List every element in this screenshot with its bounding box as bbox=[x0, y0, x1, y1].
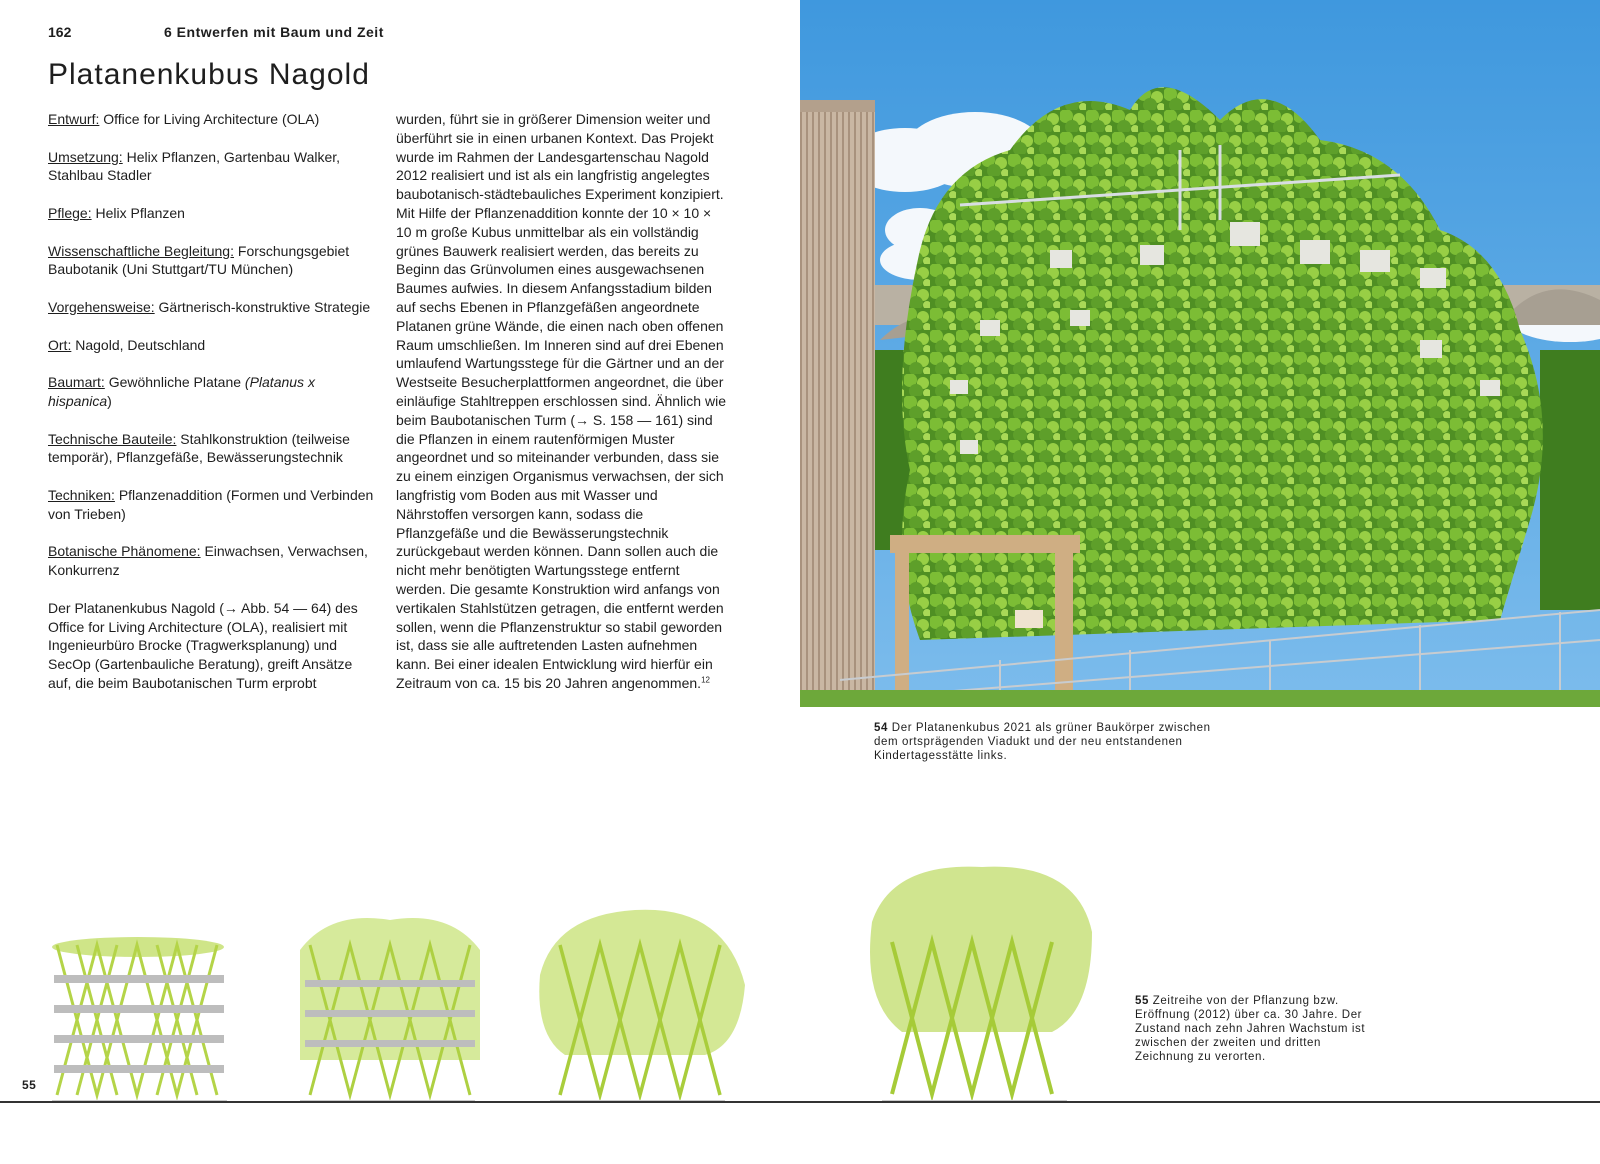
text-column-left bbox=[48, 110, 376, 693]
trees-background-right bbox=[1540, 350, 1600, 610]
meta-key: Ort: bbox=[48, 336, 72, 353]
meta-entry-scientific bbox=[48, 242, 376, 280]
meta-value: Gärtnerisch-konstruktive Strategie bbox=[154, 298, 371, 315]
wooden-facade bbox=[800, 100, 875, 707]
page-number: 162 bbox=[48, 24, 72, 40]
figure-caption-54 bbox=[874, 721, 1234, 763]
meta-key: Pflege: bbox=[48, 204, 92, 221]
text-column-right bbox=[396, 110, 726, 693]
meta-value: Helix Pflanzen bbox=[91, 204, 185, 221]
footnote-marker: 12 bbox=[701, 675, 710, 685]
meta-entry-approach bbox=[48, 298, 376, 317]
meta-entry-design bbox=[48, 110, 376, 129]
meta-entry-phenomena bbox=[48, 542, 376, 580]
chapter-title: 6 Entwerfen mit Baum und Zeit bbox=[164, 24, 384, 40]
caption-number: 55 bbox=[1135, 995, 1149, 1007]
drawing-stage-2 bbox=[290, 910, 490, 1103]
meta-value: Helix Pflanzen, Gartenbau Walker, Stahlbau Stadler bbox=[48, 148, 341, 184]
meta-key: Wissenschaftliche Begleitung: bbox=[48, 242, 234, 259]
swing-seat bbox=[1015, 610, 1043, 628]
meta-value-after: ) bbox=[107, 392, 112, 409]
meta-key: Botanische Phänomene: bbox=[48, 543, 201, 560]
meta-entry-implementation bbox=[48, 148, 376, 186]
body-paragraph-left: Der Platanenkubus Nagold (→ Abb. 54 — 64) des Office for Living Architecture (OLA), realisiert mit Ingenieurbüro Brocke (Tragwerksplanung) und SecOp (Gartenbauliche Beratung), greift Ansätze auf, die beim Baubotanischen Turm erprobt bbox=[48, 599, 358, 691]
figure-number-55: 55 bbox=[22, 1078, 37, 1092]
bottom-rule bbox=[0, 1101, 1600, 1103]
meta-key: Baumart: bbox=[48, 374, 105, 391]
meta-latin-name: (Platanus x hispanica bbox=[48, 374, 315, 409]
meta-key: Vorgehensweise: bbox=[48, 298, 155, 315]
meta-value: Einwachsen, Verwachsen, Konkurrenz bbox=[48, 543, 368, 579]
meta-value: Nagold, Deutschland bbox=[71, 336, 206, 353]
body-text: wurden, führt sie in größerer Dimension weiter und überführt sie in einen urbanen Kontext. Das Projekt wurde im Rahmen der Landesgartenschau Nagold 2012 realisiert und ist als ein langfristig angelegtes baubotanisch-städtebauliches Experiment konzipiert. Mit Hilfe der Pflanzenaddition konnte der 10 × 10 × 10 m große Kubus unmittelbar als ein vollständig grünes Bauwerk realisiert werden, das bereits zu Beginn das Grünvolumen eines ausgewachsenen Baumes aufwies. In diesem Anfangsstadium bilden auf sechs Ebenen in Pflanzgefäßen angeordnete Platanen grüne Wände, die einen nach oben offenen Raum umschließen. Im Inneren sind auf drei Ebenen umlaufend Wartungsstege für die Gärtner und an der Westseite Besucherplattformen angeordnet, die über einläufige Stahltreppen erschlossen sind. Ähnlich wie beim Baubotanischen Turm (→ S. 158 — 161) sind die Pflanzen in einem rautenförmigen Muster angeordnet und so miteinander verbunden, dass sie zu einem einzigen Organismus verwachsen, der sich langfristig vom Boden aus mit Wasser und Nährstoffen versorgen kann, sodass die Pflanzgefäße und die Bewässerungstechnik zurückgebaut werden können. Dann sollen auch die nicht mehr benötigten Wartungsstege entfernt werden. Die gesamte Konstruktion wird anfangs von vertikalen Stahlstützen getragen, die entfernt werden sollen, wenn die Pflanzenstruktur so stabil geworden ist, dass sie alle auftretenden Lasten aufnehmen kann. Bei einer idealen Entwicklung wird hierfür ein Zeitraum von ca. 15 bis 20 Jahren angenommen. bbox=[396, 111, 726, 691]
foliage bbox=[870, 867, 1092, 1032]
meta-value: Stahlkonstruktion (teilweise temporär), Pflanzgefäße, Bewässerungstechnik bbox=[48, 430, 350, 466]
meta-entry-care bbox=[48, 204, 376, 223]
facade-top bbox=[800, 100, 875, 112]
meta-entry-species bbox=[48, 373, 376, 411]
metadata-list bbox=[48, 110, 376, 580]
article-title: Platanenkubus Nagold bbox=[48, 58, 370, 91]
meta-value: Forschungsgebiet Baubotanik (Uni Stuttgart/TU München) bbox=[48, 242, 350, 278]
figure-caption-55 bbox=[1135, 994, 1375, 1064]
meta-entry-components bbox=[48, 430, 376, 468]
meta-key: Techniken: bbox=[48, 486, 115, 503]
caption-number: 54 bbox=[874, 722, 888, 734]
meta-value: Pflanzenaddition (Formen und Verbinden von Trieben) bbox=[48, 486, 374, 522]
drawing-stage-4 bbox=[862, 862, 1097, 1103]
meta-entry-techniques bbox=[48, 486, 376, 524]
caption-text: Der Platanenkubus 2021 als grüner Baukörper zwischen dem ortsprägenden Viadukt und der neu entstandenen Kindertagesstätte links. bbox=[874, 722, 1211, 762]
drawing-stage-1 bbox=[52, 935, 232, 1103]
meta-entry-location bbox=[48, 336, 376, 355]
meta-key: Entwurf: bbox=[48, 111, 100, 127]
photo-plane-tree-cube bbox=[800, 0, 1600, 707]
meta-value: Office for Living Architecture (OLA) bbox=[99, 111, 320, 127]
caption-text: Zeitreihe von der Pflanzung bzw. Eröffnung (2012) über ca. 30 Jahre. Der Zustand nach zehn Jahren Wachstum ist zwischen der zweiten und dritten Zeichnung zu verorten. bbox=[1135, 995, 1366, 1063]
meta-value: Gewöhnliche Platane bbox=[104, 374, 245, 391]
drawing-stage-3 bbox=[535, 905, 750, 1103]
grass bbox=[800, 690, 1600, 707]
meta-key: Umsetzung: bbox=[48, 148, 123, 165]
body-paragraph-right bbox=[396, 110, 726, 693]
meta-key: Technische Bauteile: bbox=[48, 430, 177, 447]
